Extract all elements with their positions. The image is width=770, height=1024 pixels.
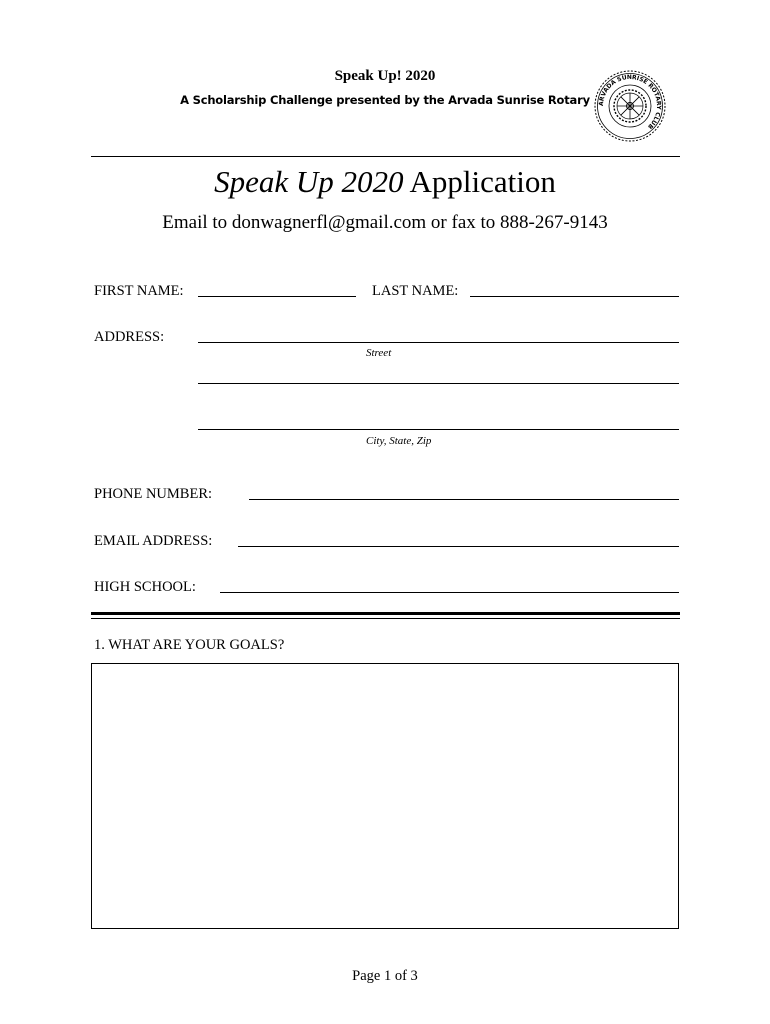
document-title: Speak Up! 2020	[334, 68, 436, 84]
submission-instructions: Email to donwagnerfl@gmail.com or fax to 888-267-9143	[162, 212, 608, 233]
email-label: EMAIL ADDRESS:	[94, 533, 213, 549]
last-name-field[interactable]	[470, 296, 679, 297]
rotary-logo	[593, 69, 667, 143]
address-label: ADDRESS:	[94, 329, 165, 345]
city-state-zip-field[interactable]	[198, 429, 679, 430]
section-divider-thick	[91, 612, 680, 615]
first-name-field[interactable]	[198, 296, 356, 297]
page-number: Page 1 of 3	[352, 968, 418, 984]
phone-field[interactable]	[249, 499, 679, 500]
phone-label: PHONE NUMBER:	[94, 486, 213, 502]
svg-text:ARVADA SUNRISE ROTARY CLUB: ARVADA SUNRISE ROTARY CLUB	[597, 73, 663, 131]
question-1-label: 1. WHAT ARE YOUR GOALS?	[94, 637, 285, 653]
last-name-label: LAST NAME:	[372, 283, 459, 299]
document-subtitle: A Scholarship Challenge presented by the Arvada Sunrise Rotary	[180, 93, 590, 107]
high-school-field[interactable]	[220, 592, 679, 593]
street-field[interactable]	[198, 342, 679, 343]
form-title-italic: Speak Up 2020	[214, 164, 404, 199]
first-name-label: FIRST NAME:	[94, 283, 184, 299]
section-divider-thin	[91, 618, 680, 619]
header-divider	[91, 156, 680, 157]
form-title	[0, 164, 770, 200]
street-hint: Street	[366, 347, 392, 359]
address-line-2-field[interactable]	[198, 383, 679, 384]
email-field[interactable]	[238, 546, 679, 547]
high-school-label: HIGH SCHOOL:	[94, 579, 196, 595]
form-title-plain: Application	[409, 164, 556, 199]
question-1-answer-box[interactable]	[91, 663, 679, 929]
city-state-zip-hint: City, State, Zip	[366, 435, 432, 447]
